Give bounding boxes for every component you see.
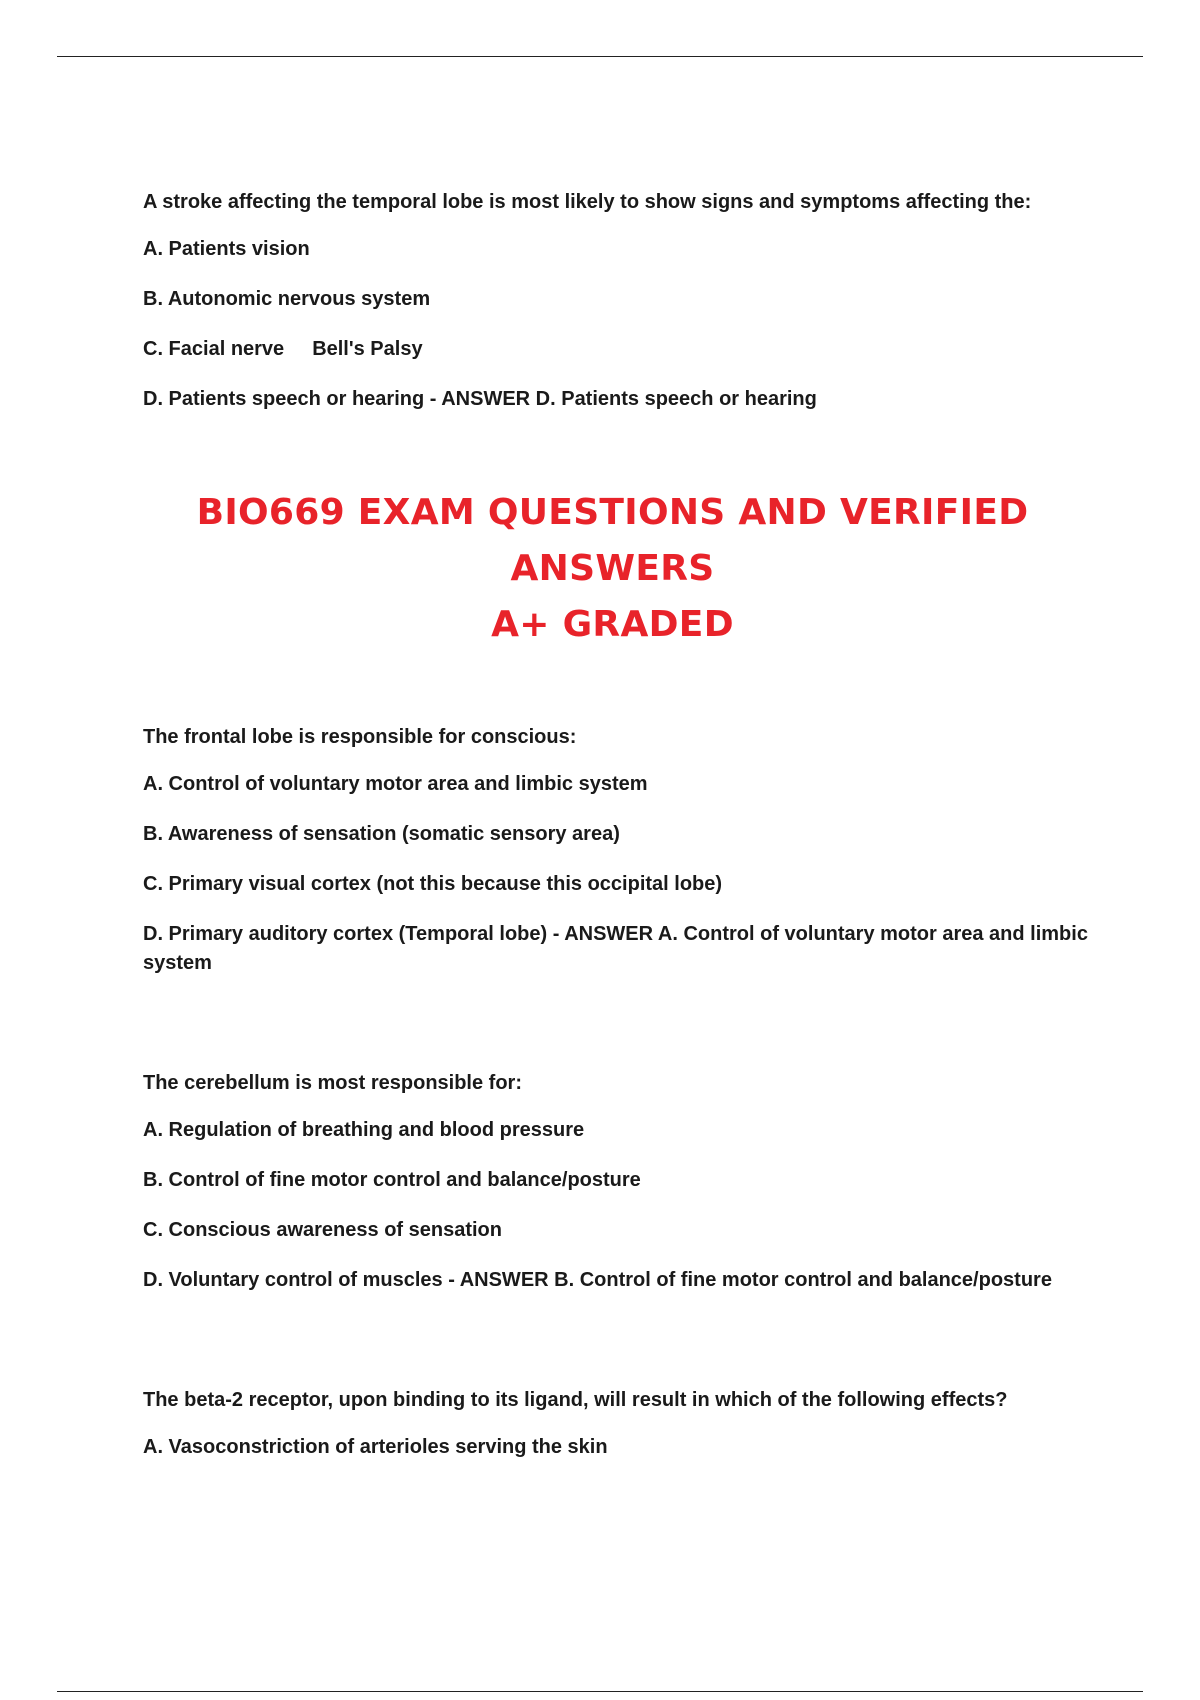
option-c-label: C. Facial nerve (143, 338, 285, 360)
option-a: A. Regulation of breathing and blood pressure (143, 1119, 585, 1141)
option-b: B. Control of fine motor control and balance/posture (143, 1169, 641, 1191)
option-b: B. Autonomic nervous system (143, 288, 431, 310)
top-rule (57, 56, 1143, 57)
option-a: A. Control of voluntary motor area and limbic system (143, 773, 648, 795)
question-text: The cerebellum is most responsible for: (143, 1072, 522, 1094)
question-block (143, 723, 1093, 978)
option-d-answer: D. Patients speech or hearing - ANSWER D. Patients speech or hearing (143, 388, 817, 410)
document-body (143, 188, 1093, 1483)
bottom-rule (57, 1691, 1143, 1692)
option-a: A. Patients vision (143, 238, 310, 260)
document-title (143, 485, 1093, 653)
option-c-note: Bell's Palsy (312, 338, 423, 360)
option-c (143, 335, 1093, 364)
option-c: C. Primary visual cortex (not this because this occipital lobe) (143, 873, 723, 895)
title-line-2: A+ GRADED (491, 604, 734, 645)
option-d-answer: D. Voluntary control of muscles - ANSWER B. Control of fine motor control and balance/posture (143, 1269, 1052, 1291)
question-block (143, 1069, 1093, 1295)
option-b: B. Awareness of sensation (somatic sensory area) (143, 823, 620, 845)
option-a: A. Vasoconstriction of arterioles serving the skin (143, 1436, 608, 1458)
option-c: C. Conscious awareness of sensation (143, 1219, 502, 1241)
title-line-1: BIO669 EXAM QUESTIONS AND VERIFIED ANSWERS (196, 492, 1029, 589)
question-block (143, 1386, 1093, 1462)
question-block (143, 188, 1093, 414)
question-text: The beta-2 receptor, upon binding to its ligand, will result in which of the following effects? (143, 1389, 1008, 1411)
question-text: The frontal lobe is responsible for conscious: (143, 726, 577, 748)
question-text: A stroke affecting the temporal lobe is most likely to show signs and symptoms affecting the: (143, 191, 1032, 213)
option-d-answer: D. Primary auditory cortex (Temporal lobe) - ANSWER A. Control of voluntary motor area and limbic system (143, 923, 1088, 974)
